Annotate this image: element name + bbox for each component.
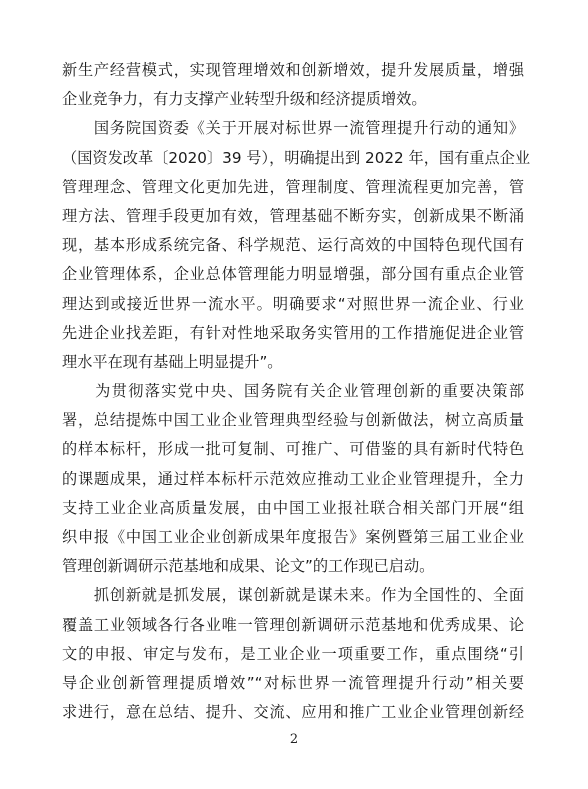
text-line: 的样本标杆，形成一批可复制、可推广、可借鉴的具有新时代特色 xyxy=(62,440,524,459)
text-line: 理水平在现有基础上明显提升”。 xyxy=(62,352,283,371)
text-line: 导企业创新管理提质增效”“对标世界一流管理提升行动”相关要 xyxy=(62,673,524,692)
paragraph xyxy=(62,377,524,581)
text-line: 的课题成果，通过样本标杆示范效应推动工业企业管理提升，全力 xyxy=(62,469,524,488)
text-line: 覆盖工业领域各行各业唯一管理创新调研示范基地和优秀成果、论 xyxy=(62,615,524,634)
text-line: 理达到或接近世界一流水平。明确要求“对照世界一流企业、行业 xyxy=(62,294,524,313)
text-line: （国资发改革〔2020〕39 号），明确提出到 2022 年，国有重点企业 xyxy=(62,148,531,167)
page-number: 2 xyxy=(289,732,299,747)
text-line: 管理理念、管理文化更加先进，管理制度、管理流程更加完善，管 xyxy=(62,177,524,196)
text-line: 求进行，意在总结、提升、交流、应用和推广工业企业管理创新经 xyxy=(62,703,524,722)
paragraph xyxy=(62,581,524,727)
text-line: 新生产经营模式，实现管理增效和创新增效，提升发展质量，增强 xyxy=(62,61,524,79)
text-line: 织申报《中国工业企业创新成果年度报告》案例暨第三届工业企业 xyxy=(62,528,524,546)
text-line: 抓创新就是抓发展，谋创新就是谋未来。作为全国性的、全面 xyxy=(62,586,524,605)
body-text xyxy=(62,56,531,727)
text-line: 理方法、管理手段更加有效，管理基础不断夯实，创新成果不断涌 xyxy=(62,206,524,225)
text-line: 文的申报、审定与发布，是工业企业一项重要工作，重点围绕“引 xyxy=(62,644,524,663)
text-line: 企业管理体系，企业总体管理能力明显增强，部分国有重点企业管 xyxy=(62,265,524,284)
text-line: 国务院国资委《关于开展对标世界一流管理提升行动的通知》 xyxy=(62,119,524,138)
text-line: 企业竞争力，有力支撑产业转型升级和经济提质增效。 xyxy=(62,90,427,109)
text-line: 署，总结提炼中国工业企业管理典型经验与创新做法，树立高质量 xyxy=(62,411,524,430)
text-line: 先进企业找差距，有针对性地采取务实管用的工作措施促进企业管 xyxy=(62,323,524,342)
text-line: 支持工业企业高质量发展，由中国工业报社联合相关部门开展“组 xyxy=(62,498,524,517)
paragraph xyxy=(62,56,524,114)
text-line: 为贯彻落实党中央、国务院有关企业管理创新的重要决策部 xyxy=(62,382,524,401)
paragraph xyxy=(62,114,531,377)
text-line: 现，基本形成系统完备、科学规范、运行高效的中国特色现代国有 xyxy=(62,236,524,255)
text-line: 管理创新调研示范基地和成果、论文”的工作现已启动。 xyxy=(62,557,435,576)
